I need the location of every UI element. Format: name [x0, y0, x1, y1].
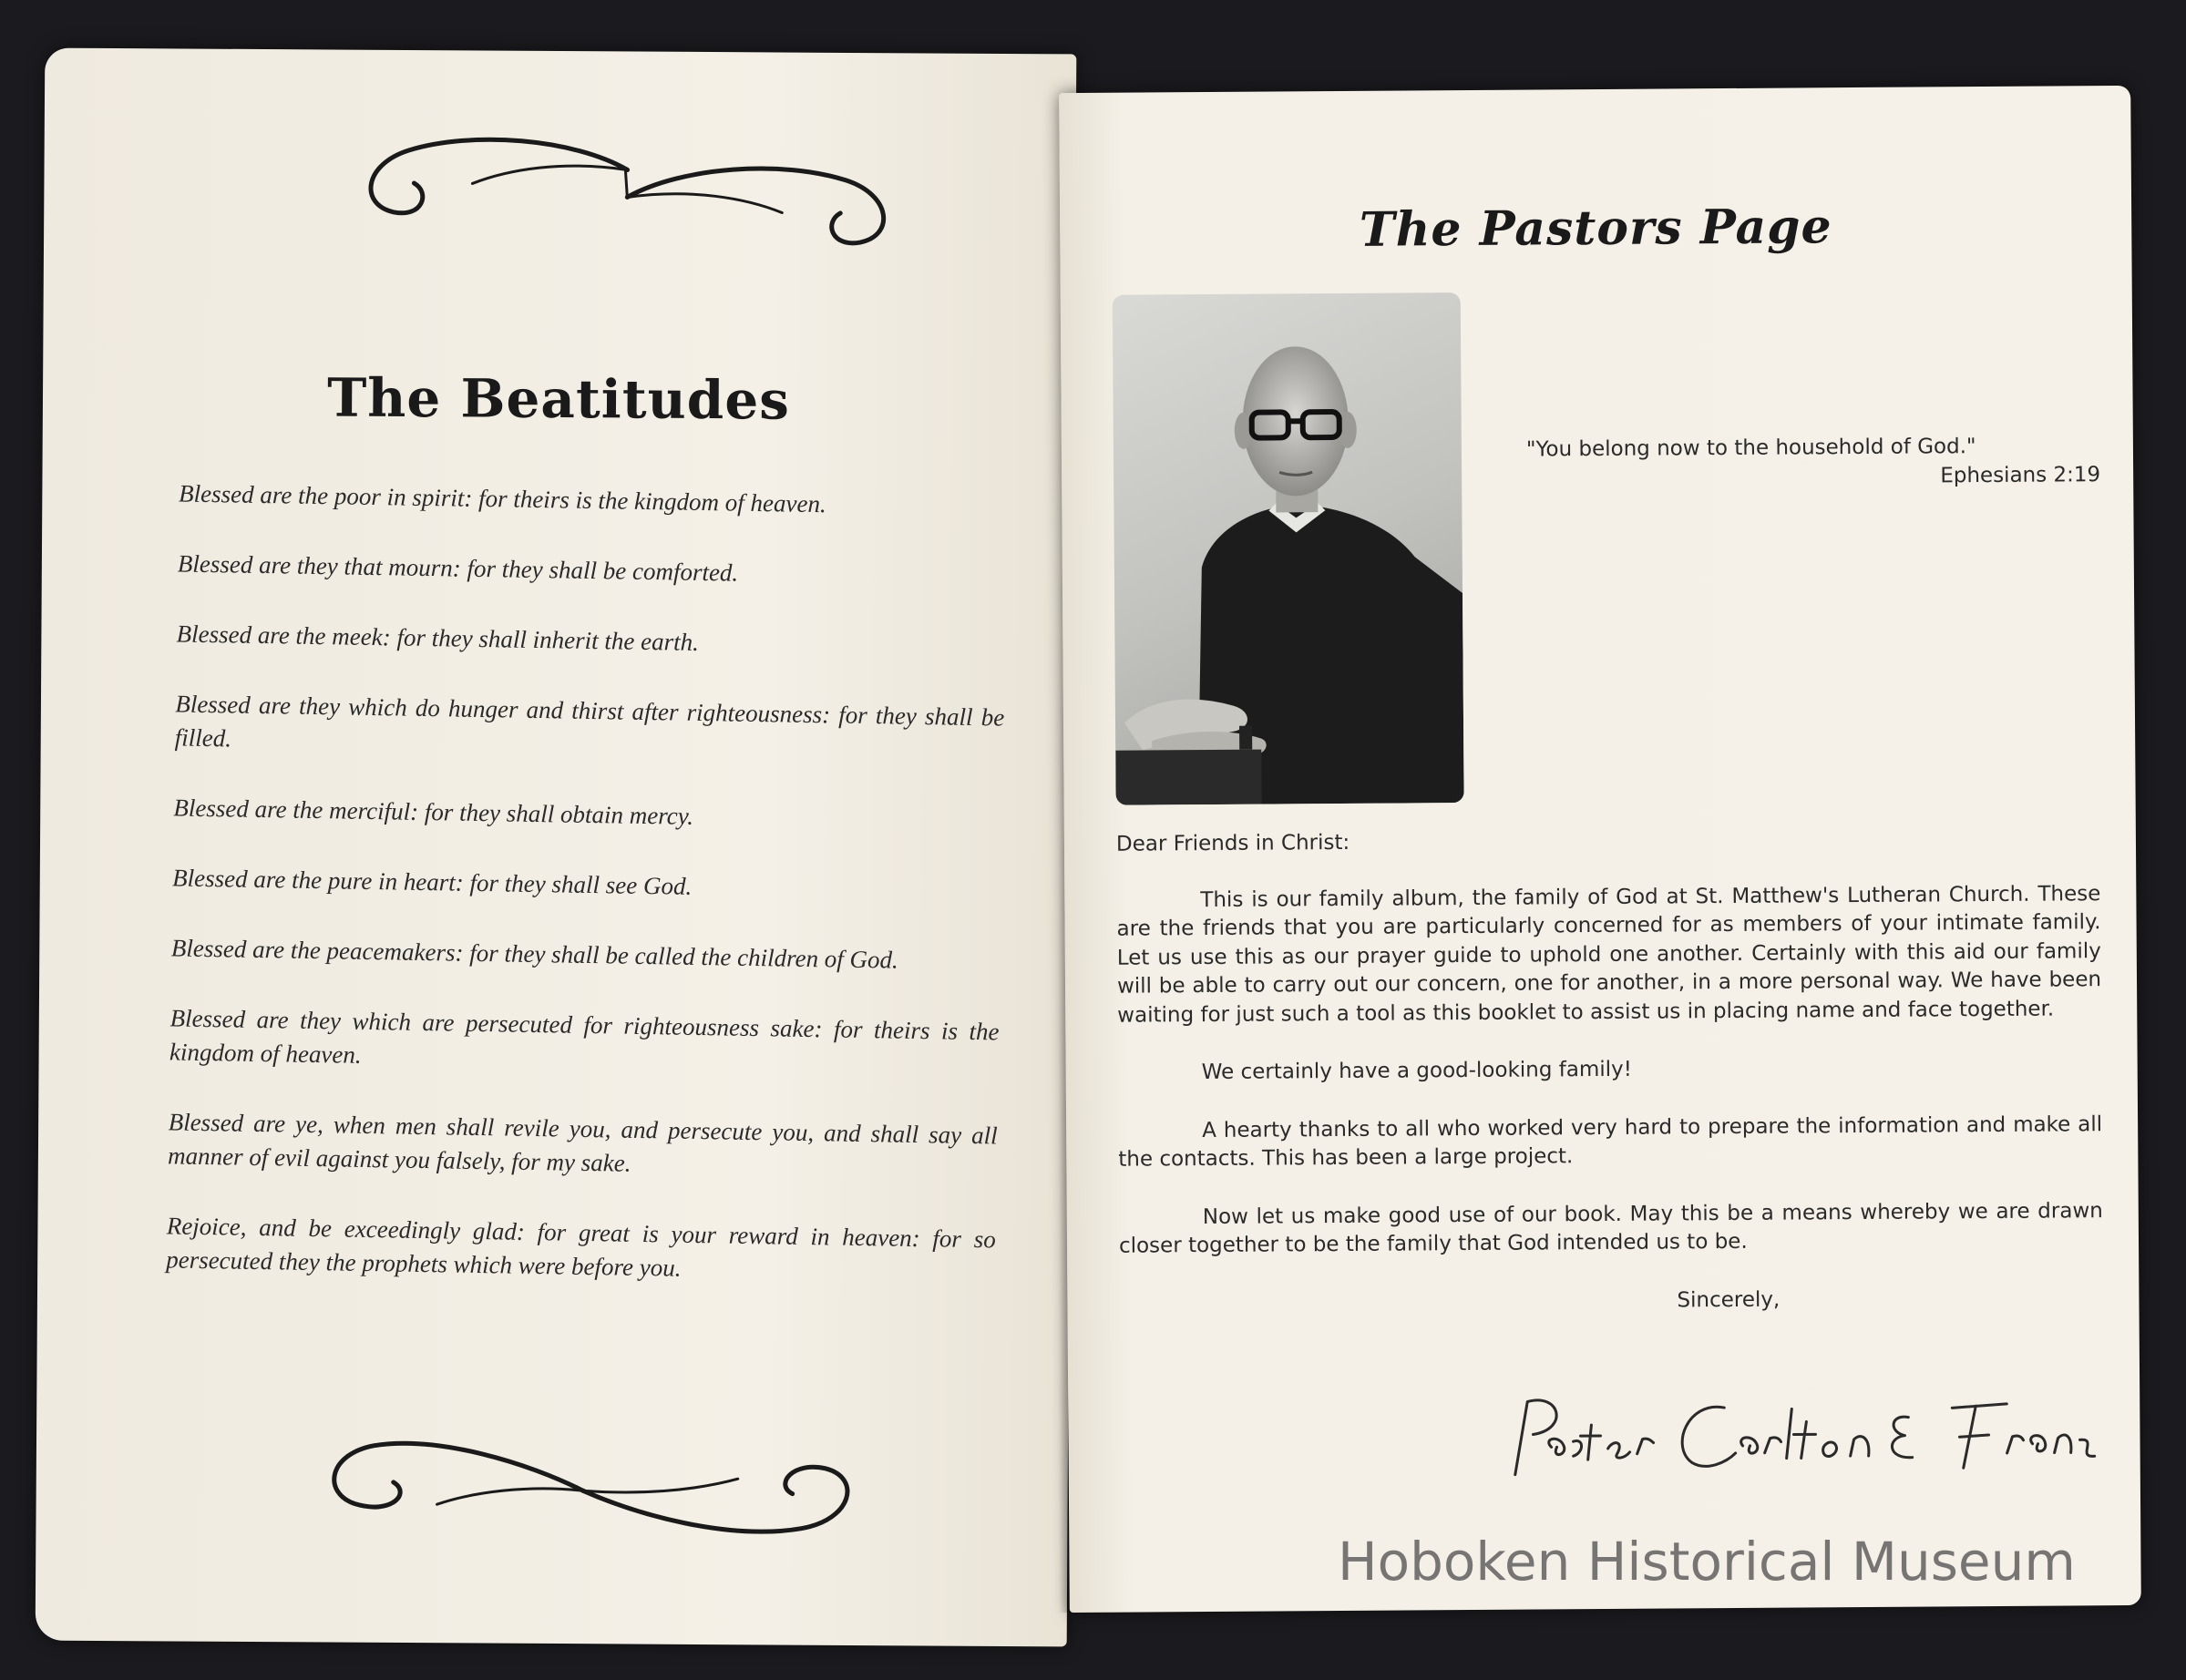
pastor-portrait-photo: [1113, 292, 1464, 805]
left-page: [36, 48, 1077, 1647]
letter-paragraph: This is our family album, the family of God at St. Matthew's Lutheran Church. These are the friends that you are particularly concerned for as members of your intimate family. Let us use this as our prayer guide to uphold one another. Certainly with this aid our family will be able to carry out our concern, one for another, in a more personal way. We have been waiting for just such a tool as this booklet to assist us in placing name and face together.: [1116, 881, 2102, 1028]
pastor-letter: [1116, 824, 2104, 1319]
top-flourish-ornament: [335, 105, 919, 263]
pastor-signature: [1496, 1379, 2099, 1502]
pastor-portrait-illustration: [1113, 292, 1464, 805]
letter-salutation: Dear Friends in Christ:: [1115, 830, 1350, 856]
signature-text: Pastor Carlton E Franzen: [1496, 1500, 1509, 1501]
beatitude-item: Blessed are they that mourn: for they shall be comforted.: [177, 549, 739, 587]
quote-reference: Ephesians 2:19: [1940, 463, 2101, 488]
beatitude-item: Rejoice, and be exceedingly glad: for great is your reward in heaven: for so persecuted they the prophets which were before you.: [165, 1212, 996, 1282]
beatitude-item: Blessed are the poor in spirit: for theirs is the kingdom of heaven.: [178, 479, 827, 518]
beatitude-item: Blessed are they which do hunger and thirst after righteousness: for they shall be filled.: [174, 690, 1005, 753]
pastors-page-title: The Pastors Page: [1359, 199, 1832, 258]
letter-paragraph: Now let us make good use of our book. May this be a means whereby we are drawn closer together to be the family that God intended us to be.: [1118, 1198, 2103, 1258]
beatitude-item: Blessed are the pure in heart: for they shall see God.: [171, 864, 693, 900]
quote-text: "You belong now to the household of God.": [1525, 435, 1976, 462]
beatitude-item: Blessed are they which are persecuted for righteousness sake: for theirs is the kingdom of heaven.: [169, 1004, 1000, 1069]
letter-paragraph: We certainly have a good-looking family!: [1201, 1057, 1633, 1085]
beatitudes-title: The Beatitudes: [326, 366, 791, 432]
bottom-flourish-ornament: [309, 1416, 893, 1565]
right-page: [1059, 86, 2141, 1613]
scripture-quote: [1490, 434, 2100, 491]
beatitudes-list: [165, 476, 1008, 1327]
beatitude-item: Blessed are the merciful: for they shall obtain mercy.: [173, 794, 694, 830]
letter-paragraph: A hearty thanks to all who worked very hard to prepare the information and make all the contacts. This has been a large project.: [1118, 1111, 2103, 1172]
museum-watermark: Hoboken Historical Museum: [1338, 1531, 2076, 1593]
beatitude-item: Blessed are the meek: for they shall inherit the earth.: [176, 620, 700, 656]
beatitude-item: Blessed are ye, when men shall revile you, and persecute you, and shall say all manner of evil against you falsely, for my sake.: [167, 1108, 998, 1177]
letter-closing: Sincerely,: [1677, 1287, 1781, 1312]
beatitude-item: Blessed are the peacemakers: for they shall be called the children of God.: [170, 934, 899, 974]
